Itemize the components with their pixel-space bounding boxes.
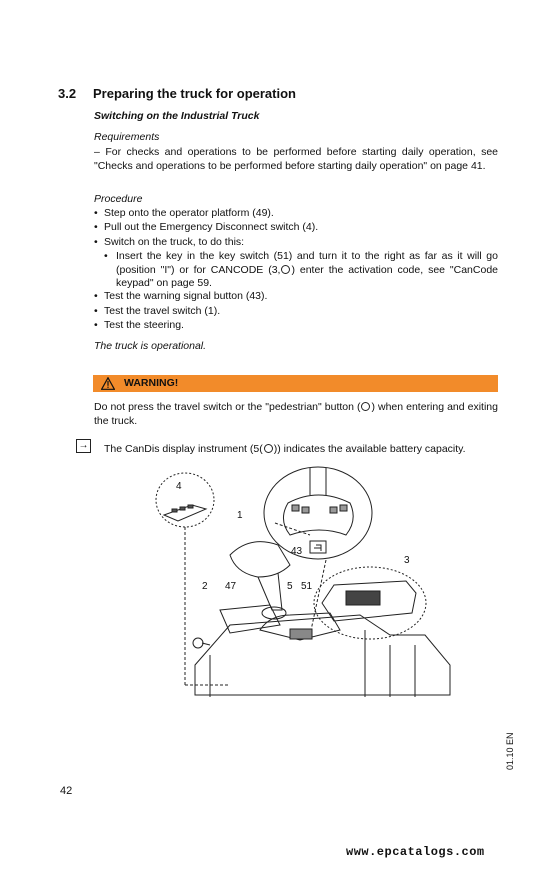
note-arrow-icon: → (76, 439, 91, 453)
callout-47: 47 (225, 581, 237, 592)
procedure-step: • Test the warning signal button (43). (94, 290, 268, 302)
callout-4: 4 (176, 481, 182, 492)
procedure-step: • Test the travel switch (1). (94, 305, 221, 317)
dash: – (94, 146, 100, 158)
procedure-label: Procedure (94, 193, 143, 205)
circle-symbol-icon (361, 402, 370, 411)
callout-3: 3 (404, 555, 410, 566)
callout-1: 1 (237, 510, 243, 521)
callout-51: 51 (301, 581, 313, 592)
procedure-step: • Test the steering. (94, 319, 184, 331)
warning-text: Do not press the travel switch or the "pedestrian" button ( ) when entering and exiting the truck. (94, 401, 498, 427)
procedure-step: • Switch on the truck, to do this: (94, 236, 245, 248)
document-code: 01.10 EN (505, 732, 515, 770)
procedure-result: The truck is operational. (94, 340, 207, 352)
circle-symbol-icon (264, 444, 273, 453)
warning-triangle-icon (101, 377, 115, 390)
requirements-item (94, 146, 498, 173)
note-text: The CanDis display instrument (5( )) indicates the available battery capacity. (104, 443, 466, 455)
callout-2: 2 (202, 581, 208, 592)
requirements-text: For checks and operations to be performed before starting daily operation, see "Checks and operations to be performed before starting daily operation" on page 41. (94, 146, 499, 172)
procedure-step: • Pull out the Emergency Disconnect switch (4). (94, 221, 319, 233)
procedure-substep: • Insert the key in the key switch (51) and turn it to the right as far as it will go (position "I") or for CANCODE (3, ) enter the activation code, see "CanCode keypad" on page 59. (104, 250, 498, 289)
section-number: 3.2 (58, 86, 77, 101)
requirements-label: Requirements (94, 131, 160, 143)
truck-control-illustration (150, 465, 490, 700)
warning-bar (93, 375, 498, 392)
watermark-url: www.epcatalogs.com (346, 845, 485, 859)
page-number: 42 (60, 785, 73, 797)
procedure-step: • Step onto the operator platform (49). (94, 207, 274, 219)
warning-title: WARNING! (124, 377, 179, 389)
subsection-title: Switching on the Industrial Truck (94, 110, 260, 122)
circle-symbol-icon (281, 265, 290, 274)
callout-5: 5 (287, 581, 293, 592)
callout-43: 43 (291, 546, 303, 557)
section-title: Preparing the truck for operation (93, 86, 296, 101)
